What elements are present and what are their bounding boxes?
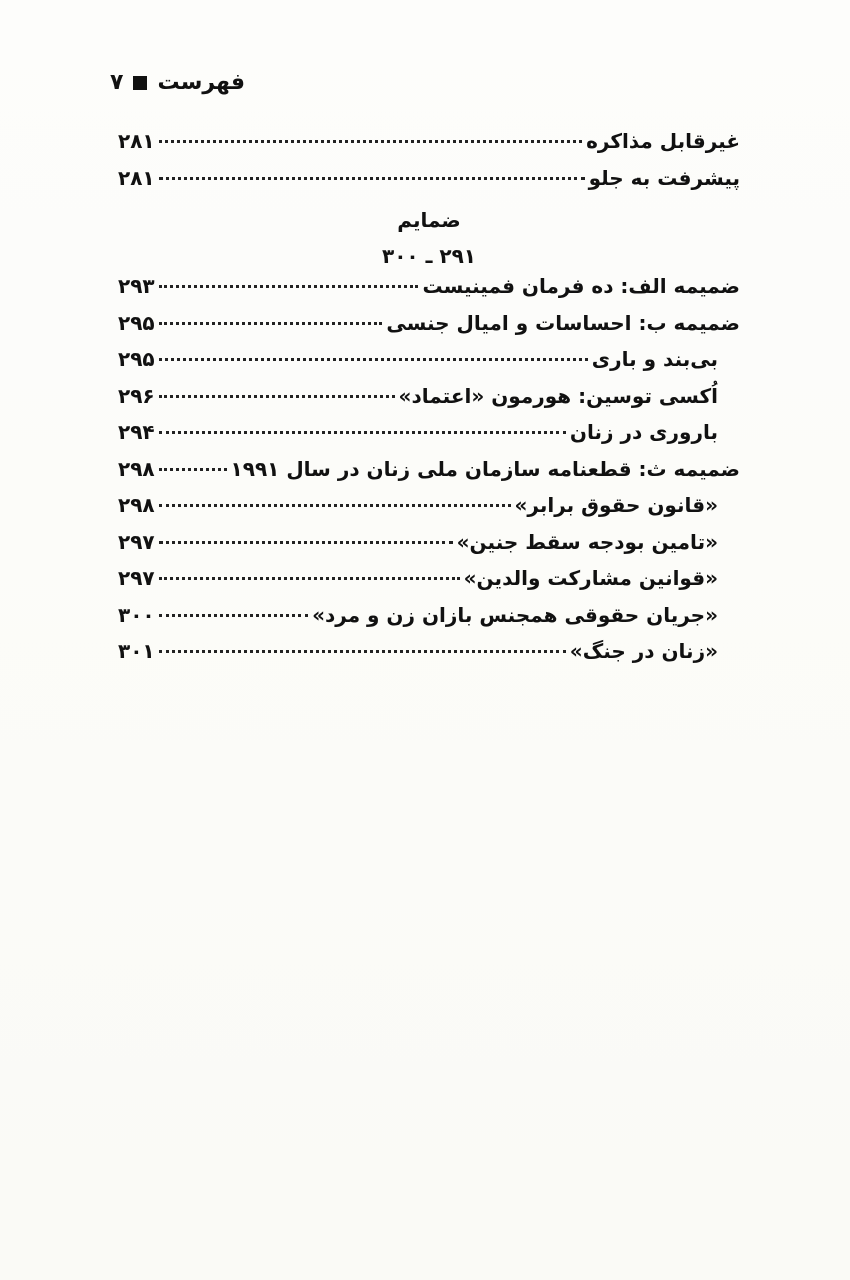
page-header [110, 70, 245, 95]
toc-entry-page: ۲۹۴ [118, 420, 155, 444]
toc-entry-label: «جریان حقوقی همجنس بازان زن و مرد» [312, 602, 718, 627]
toc-entry [118, 457, 740, 494]
section-page-range: ۲۹۱ ـ ۳۰۰ [381, 244, 476, 268]
toc-entry [118, 311, 740, 348]
toc-entry [118, 166, 740, 203]
header-title: فهرست [157, 70, 245, 95]
toc-entry-page: ۲۹۸ [118, 456, 155, 481]
dot-leader [159, 395, 395, 398]
dot-leader [159, 468, 227, 471]
toc-entry-page: ۲۹۸ [118, 493, 155, 517]
dot-leader [159, 650, 566, 653]
toc-entry [118, 274, 740, 311]
toc-entry-label: «قانون حقوق برابر» [514, 493, 718, 517]
toc-subentry [118, 493, 740, 530]
toc-subentry [118, 420, 740, 457]
dot-leader [159, 322, 383, 325]
square-bullet-icon [133, 76, 147, 90]
toc-entry-page: ۲۹۵ [118, 347, 155, 371]
section-title: ضمایم [397, 208, 461, 232]
toc-subentry [118, 603, 740, 640]
toc-entry-page: ۲۹۶ [118, 383, 155, 408]
toc-entry-page: ۳۰۰ [118, 602, 155, 627]
toc-entry-label: پیشرفت به جلو [588, 165, 740, 190]
toc-entry-label: «زنان در جنگ» [569, 639, 718, 663]
toc-entry-page: ۲۸۱ [118, 165, 155, 190]
toc-entry-label: ضمیمه ث: قطعنامه سازمان ملی زنان در سال ۱۹۹۱ [230, 456, 740, 481]
toc-subentry [118, 639, 740, 676]
dot-leader [159, 577, 460, 580]
toc-entry-page: ۲۹۷ [118, 566, 155, 590]
toc-entry-label: بی‌بند و باری [591, 347, 718, 371]
toc-subentry [118, 347, 740, 384]
toc-subentry [118, 384, 740, 421]
dot-leader [159, 541, 453, 544]
dot-leader [159, 140, 583, 143]
toc-entry-page: ۲۹۵ [118, 310, 155, 335]
table-of-contents [118, 129, 740, 676]
toc-entry-label: ضمیمه الف: ده فرمان فمینیست [422, 274, 740, 298]
toc-entry-page: ۲۹۳ [118, 274, 155, 298]
dot-leader [159, 285, 419, 288]
toc-subentry [118, 566, 740, 603]
toc-entry-label: «تامین بودجه سقط جنین» [456, 529, 718, 554]
toc-entry-label: غیرقابل مذاکره [586, 129, 740, 153]
header-page-number: ۷ [110, 70, 124, 95]
toc-entry-label: اُکسی توسین: هورمون «اعتماد» [398, 383, 718, 408]
dot-leader [159, 177, 585, 180]
dot-leader [159, 504, 511, 507]
toc-entry-label: باروری در زنان [569, 420, 718, 444]
toc-entry-page: ۲۹۷ [118, 529, 155, 554]
toc-subentry [118, 530, 740, 567]
toc-entry-label: ضمیمه ب: احساسات و امیال جنسی [386, 310, 740, 335]
dot-leader [159, 614, 308, 617]
dot-leader [159, 431, 566, 434]
toc-entry-page: ۲۸۱ [118, 129, 155, 153]
dot-leader [159, 358, 588, 361]
toc-entry-label: «قوانین مشارکت والدین» [463, 566, 718, 590]
toc-entry [118, 129, 740, 166]
toc-entry-page: ۳۰۱ [118, 639, 155, 663]
